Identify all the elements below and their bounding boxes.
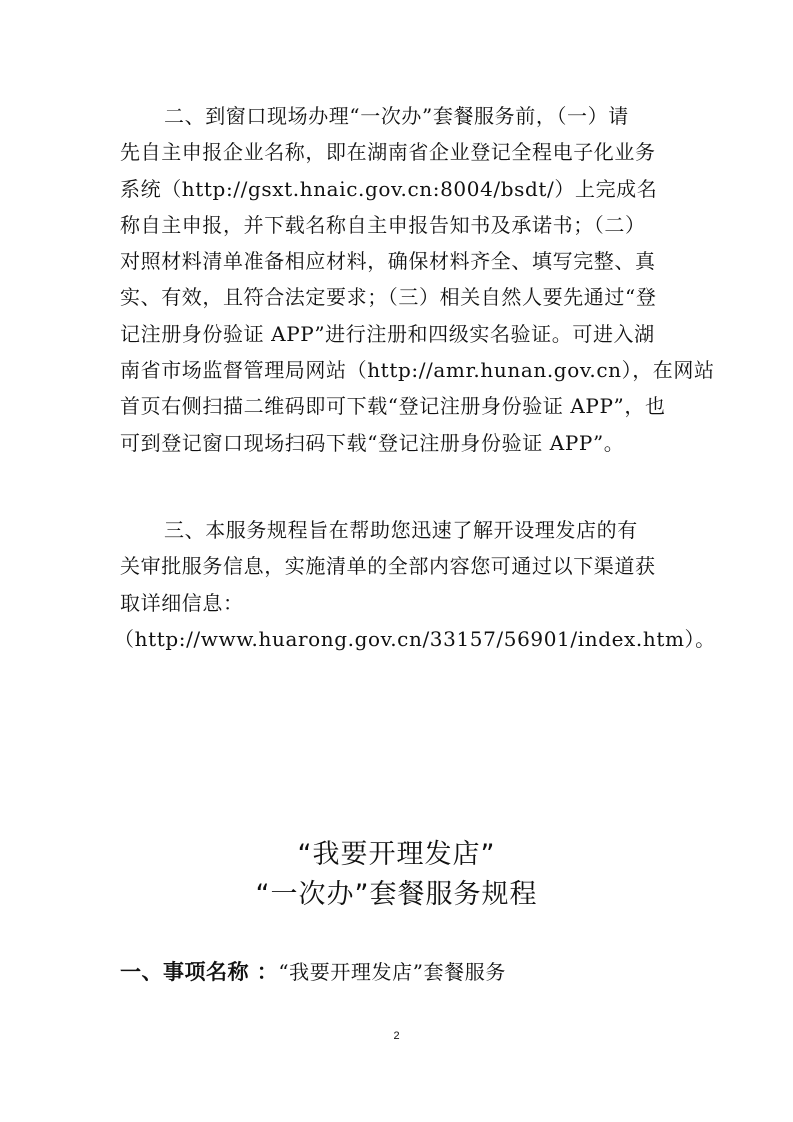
paragraph-line: 南省市场监督管理局网站（http://amr.hunan.gov.cn），在网站 <box>120 358 715 383</box>
paragraph-line: 先自主申报企业名称，即在湖南省企业登记全程电子化业务 <box>120 140 656 165</box>
document-title-line-1: “我要开理发店” <box>297 839 496 870</box>
page-number: 2 <box>393 1030 400 1042</box>
item-name-value: “我要开理发店”套餐服务 <box>278 960 506 984</box>
paragraph-line: 关审批服务信息，实施清单的全部内容您可通过以下渠道获 <box>120 554 656 579</box>
section-3-paragraph <box>114 512 716 657</box>
paragraph-line: 实、有效，且符合法定要求；（三）相关自然人要先通过“登 <box>120 285 657 310</box>
item-name-row <box>120 956 506 986</box>
paragraph-line: 可到登记窗口现场扫码下载“登记注册身份验证 APP”。 <box>120 430 625 455</box>
item-name-label: 一、事项名称 ： <box>120 960 279 984</box>
document-title-line-2: “一次办”套餐服务规程 <box>255 879 538 910</box>
paragraph-line: 取详细信息： <box>120 590 244 615</box>
paragraph-line: 对照材料清单准备相应材料，确保材料齐全、填写完整、真 <box>120 249 656 274</box>
paragraph-line: 系统（http://gsxt.hnaic.gov.cn:8004/bsdt/）上完成名 <box>120 176 658 201</box>
paragraph-line: 二、到窗口现场办理“一次办”套餐服务前，（一）请 <box>164 104 629 128</box>
section-2-paragraph <box>120 98 715 461</box>
paragraph-line: 三、本服务规程旨在帮助您迅速了解开设理发店的有 <box>164 518 638 542</box>
paragraph-line-url: （http://www.huarong.gov.cn/33157/56901/index.htm）。 <box>114 626 716 651</box>
paragraph-line: 首页右侧扫描二维码即可下载“登记注册身份验证 APP”，也 <box>120 394 666 419</box>
paragraph-line: 记注册身份验证 APP”进行注册和四级实名验证。可进入湖 <box>120 321 655 346</box>
paragraph-line: 称自主申报，并下载名称自主申报告知书及承诺书；（二） <box>120 212 646 237</box>
